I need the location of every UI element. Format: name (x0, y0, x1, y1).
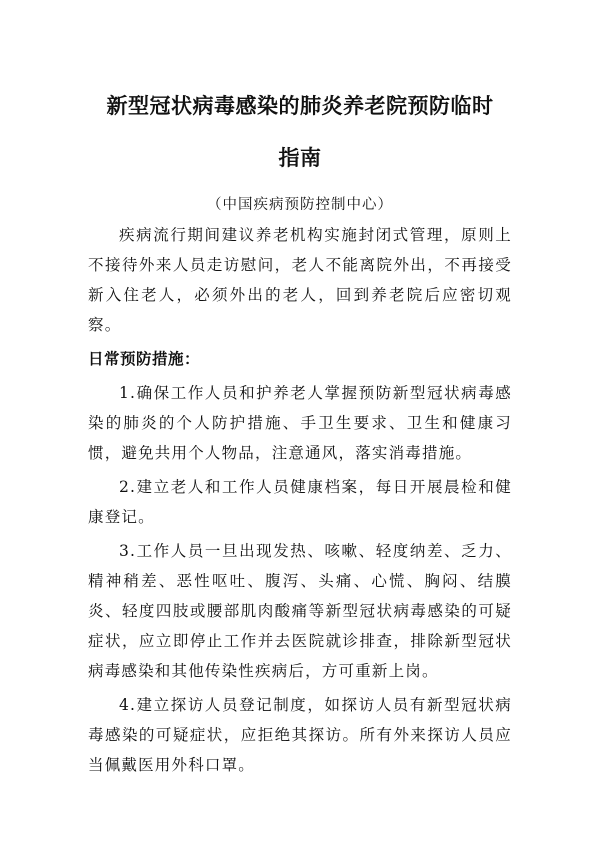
section-heading: 日常预防措施： (88, 350, 201, 368)
title-line-2: 指南 (278, 146, 322, 170)
list-item-4: 4.建立探访人员登记制度，如探访人员有新型冠状病毒感染的可疑症状，应拒绝其探访。所有外来探访人员应当佩戴医用外科口罩。 (88, 696, 512, 774)
document-title (88, 80, 512, 184)
list-item-2: 2.建立老人和工作人员健康档案，每日开展晨检和健康登记。 (88, 478, 512, 526)
list-item-3: 3.工作人员一旦出现发热、咳嗽、轻度纳差、乏力、精神稍差、恶性呕吐、腹泻、头痛、心慌、胸闷、结膜炎、轻度四肢或腰部肌肉酸痛等新型冠状病毒感染的可疑症状，应立即停止工作并去医院就诊排查，排除新型冠状病毒感染和其他传染性疾病后，方可重新上岗。 (88, 542, 512, 680)
intro-paragraph: 疾病流行期间建议养老机构实施封闭式管理，原则上不接待外来人员走访慰问，老人不能离院外出，不再接受新入住老人，必须外出的老人，回到养老院后应密切观察。 (88, 226, 512, 334)
title-line-1: 新型冠状病毒感染的肺炎养老院预防临时 (106, 94, 494, 118)
list-item-1: 1.确保工作人员和护养老人掌握预防新型冠状病毒感染的肺炎的个人防护措施、手卫生要求、卫生和健康习惯，避免共用个人物品，注意通风，落实消毒措施。 (88, 384, 512, 462)
document-source: （中国疾病预防控制中心） (207, 197, 393, 213)
